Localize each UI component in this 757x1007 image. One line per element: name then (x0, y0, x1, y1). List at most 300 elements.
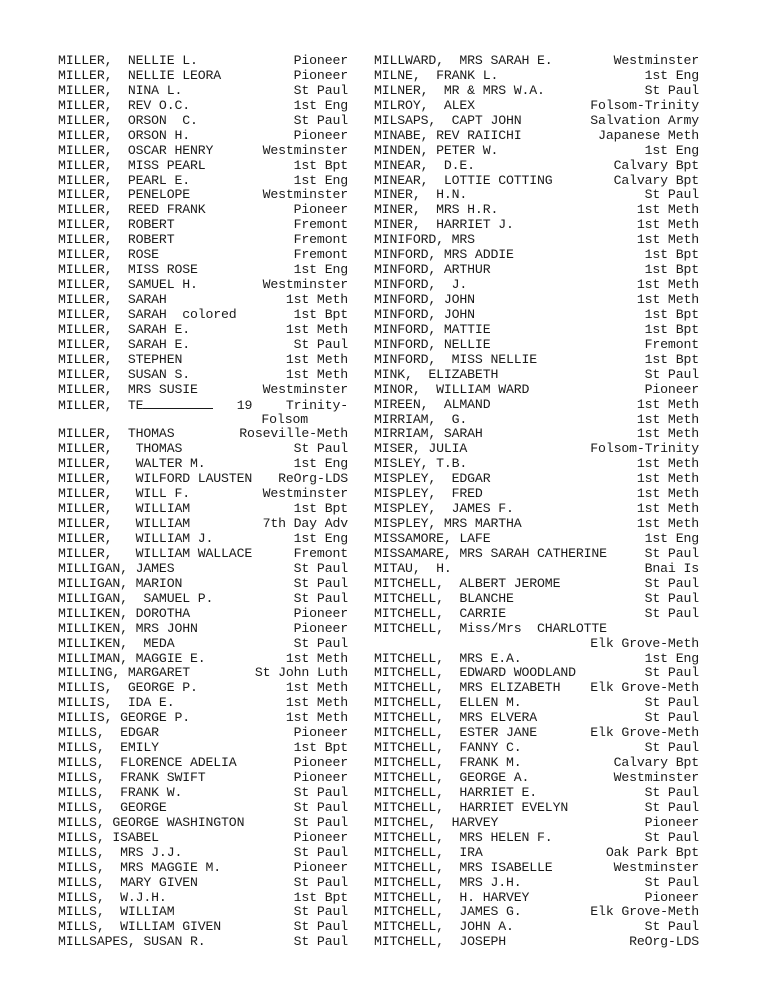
entry-name: MINFORD, J. (374, 277, 468, 293)
left-column (58, 54, 348, 950)
entry-name: MILLER, THOMAS (58, 441, 183, 457)
entry-name: MITCHELL, GEORGE A. (374, 770, 530, 785)
entry-name: MILLER, THOMAS (58, 426, 175, 442)
directory-entry (374, 457, 699, 472)
entry-name: MILLS, MARY GIVEN (58, 874, 198, 890)
entry-affiliation: 1st Meth (285, 292, 348, 307)
entry-affiliation: 1st Eng (644, 531, 699, 546)
entry-affiliation-continued (374, 637, 699, 652)
entry-name: MINFORD, JOHN (374, 306, 475, 322)
entry-affiliation: 1st Meth (636, 292, 699, 307)
entry-name: MILLER, SARAH (58, 292, 167, 307)
entry-affiliation: Bnai Is (644, 560, 699, 576)
entry-affiliation: St Paul (293, 82, 348, 98)
entry-name: MILLER, SUSAN S. (58, 366, 190, 382)
entry-name: MILLIKEN, MRS JOHN (58, 620, 198, 636)
entry-affiliation: 1st Bpt (293, 501, 348, 517)
directory-entry (374, 756, 699, 771)
entry-name: MITCHELL, H. HARVEY (374, 889, 530, 905)
entry-name: MITCHELL, MRS HELEN F. (374, 829, 553, 845)
entry-affiliation: Folsom-Trinity (590, 441, 699, 457)
entry-affiliation: 1st Meth (636, 426, 699, 442)
directory-entry (58, 263, 348, 278)
directory-entry (58, 891, 348, 906)
directory-entry (58, 876, 348, 891)
directory-entry (58, 547, 348, 562)
directory-entry (374, 562, 699, 577)
entry-affiliation: St Paul (644, 187, 699, 203)
entry-name: MILLS, ISABEL (58, 829, 159, 845)
entry-affiliation: 1st Eng (644, 67, 699, 83)
directory-entry (374, 502, 699, 517)
directory-entry (374, 816, 699, 831)
directory-entry (374, 592, 699, 607)
directory-entry (374, 577, 699, 592)
entry-affiliation: 1st Bpt (293, 157, 348, 173)
entry-name: MILLER, WALTER M. (58, 456, 206, 472)
entry-affiliation: St Paul (293, 904, 348, 920)
directory-entry (374, 159, 699, 174)
entry-affiliation: 1st Meth (285, 650, 348, 666)
entry-affiliation: St Paul (644, 590, 699, 606)
entry-name: MITCHELL, MRS ISABELLE (374, 859, 553, 875)
directory-entry (58, 398, 348, 413)
blank-line (143, 398, 213, 409)
directory-entry (374, 905, 699, 920)
entry-name: MILLIS, GEORGE P. (58, 710, 190, 726)
directory-entry (58, 308, 348, 323)
directory-entry (58, 622, 348, 637)
directory-entry (374, 338, 699, 353)
entry-affiliation: Elk Grove-Meth (590, 904, 699, 920)
entry-affiliation: St Paul (644, 919, 699, 935)
entry-name: MILLS, MRS J.J. (58, 844, 183, 860)
entry-affiliation: 1st Meth (636, 486, 699, 502)
entry-name: MITCHELL, ESTER JANE (374, 725, 538, 741)
entry-affiliation: Oak Park Bpt (605, 844, 699, 860)
entry-affiliation: 1st Meth (636, 411, 699, 427)
directory-entry (374, 786, 699, 801)
entry-affiliation-continued (58, 413, 348, 428)
entry-name: MILLSAPES, SUSAN R. (58, 934, 206, 950)
directory-entry (374, 487, 699, 502)
entry-name: MILLER, ROBERT (58, 217, 175, 233)
directory-entry (374, 547, 699, 562)
directory-entry (58, 786, 348, 801)
directory-entry (58, 726, 348, 741)
directory-entry (374, 935, 699, 950)
entry-affiliation: 1st Meth (636, 501, 699, 517)
entry-affiliation: Westminster (262, 486, 348, 502)
entry-name: MILLS, FLORENCE ADELIA (58, 755, 237, 771)
entry-name: MILLER, REV O.C. (58, 97, 190, 113)
entry-name: MILLWARD, MRS SARAH E. (374, 53, 553, 68)
entry-affiliation: Fremont (293, 247, 348, 263)
entry-affiliation: St Paul (293, 934, 348, 950)
entry-name: MITCHELL, BLANCHE (374, 590, 514, 606)
entry-name: MILLIGAN, SAMUEL P. (58, 590, 214, 606)
directory-entry (58, 114, 348, 129)
directory-entry (58, 457, 348, 472)
right-column (374, 54, 699, 950)
entry-name: MIRRIAM, G. (374, 411, 468, 427)
entry-affiliation: Westminster (262, 277, 348, 293)
directory-entry (374, 711, 699, 726)
entry-name: MINFORD, MRS ADDIE (374, 247, 514, 263)
entry-affiliation: Calvary Bpt (613, 172, 699, 188)
entry-affiliation: St Paul (644, 82, 699, 98)
directory-entry (374, 293, 699, 308)
entry-affiliation: St Paul (644, 784, 699, 800)
directory-entry (374, 442, 699, 457)
directory-entry (58, 144, 348, 159)
directory-entry (58, 652, 348, 667)
directory-entry (374, 801, 699, 816)
entry-affiliation: 1st Eng (293, 172, 348, 188)
directory-entry (374, 383, 699, 398)
entry-affiliation: St Paul (644, 710, 699, 726)
directory-entry (374, 652, 699, 667)
entry-name: MILLER, ROBERT (58, 232, 175, 248)
directory-entry (374, 278, 699, 293)
entry-affiliation: 1st Eng (293, 531, 348, 546)
entry-name-with-blank (58, 398, 252, 414)
entry-name: MILLER, NELLIE LEORA (58, 67, 222, 83)
entry-affiliation: Westminster (262, 381, 348, 397)
directory-entry (58, 472, 348, 487)
directory-entry (374, 174, 699, 189)
entry-affiliation: 1st Meth (636, 471, 699, 487)
entry-name: MILLS, WILLIAM GIVEN (58, 919, 222, 935)
directory-entry (374, 681, 699, 696)
entry-name: MITCHELL, MRS E.A. (374, 650, 522, 666)
directory-entry (58, 502, 348, 517)
entry-affiliation: 7th Day Adv (262, 516, 348, 532)
entry-name: MISPLEY, JAMES F. (374, 501, 514, 517)
directory-entry (58, 846, 348, 861)
entry-name: MILLER, SARAH E. (58, 321, 190, 337)
directory-entry (58, 637, 348, 652)
entry-affiliation: 1st Bpt (293, 740, 348, 756)
entry-name: MILLIS, IDA E. (58, 695, 175, 711)
entry-name: MILLER, WILLIAM (58, 516, 190, 532)
entry-name: MILLER, OSCAR HENRY (58, 142, 214, 158)
entry-name: MINK, ELIZABETH (374, 366, 499, 382)
directory-entry (374, 666, 699, 681)
entry-affiliation: ReOrg-LDS (278, 471, 348, 487)
directory-entry (58, 771, 348, 786)
entry-affiliation-line2: Folsom (261, 411, 308, 427)
entry-name: MILLER, REED FRANK (58, 202, 206, 218)
entry-affiliation: Japanese Meth (598, 127, 699, 143)
entry-affiliation: St Paul (293, 590, 348, 606)
directory-entry (374, 129, 699, 144)
entry-affiliation: Elk Grove-Meth (590, 725, 699, 741)
entry-name: MILLER, WILFORD LAUSTEN (58, 471, 253, 487)
entry-affiliation: St Paul (293, 560, 348, 576)
entry-name: MINOR, WILLIAM WARD (374, 381, 530, 397)
entry-name: MISSAMARE, MRS SARAH CATHERINE (374, 545, 607, 561)
directory-entry (58, 861, 348, 876)
directory-entry (58, 756, 348, 771)
directory-entry (58, 69, 348, 84)
entry-name: MILLER, WILLIAM (58, 501, 190, 517)
entry-affiliation: ReOrg-LDS (629, 934, 699, 950)
entry-name: MILNER, MR & MRS W.A. (374, 82, 545, 98)
directory-entry (374, 517, 699, 532)
entry-year: 19 (213, 397, 253, 413)
entry-affiliation: Pioneer (293, 605, 348, 621)
directory-entry (58, 293, 348, 308)
directory-entry (374, 218, 699, 233)
directory-entry (58, 218, 348, 233)
entry-name: MINFORD, JOHN (374, 292, 475, 307)
entry-affiliation: St Paul (293, 112, 348, 128)
entry-name: MILLIGAN, MARION (58, 575, 183, 591)
directory-entry (374, 741, 699, 756)
entry-name: MINFORD, NELLIE (374, 336, 491, 352)
directory-entry (374, 831, 699, 846)
entry-affiliation: Fremont (293, 545, 348, 561)
entry-name: MISLEY, T.B. (374, 456, 468, 472)
directory-entry (374, 398, 699, 413)
entry-affiliation: Westminster (262, 187, 348, 203)
entry-name: MILLER, WILLIAM J. (58, 531, 214, 546)
directory-entry (374, 69, 699, 84)
entry-affiliation: St Paul (644, 665, 699, 681)
entry-name: MILLER, WILL F. (58, 486, 190, 502)
directory-entry (374, 188, 699, 203)
directory-entry (374, 99, 699, 114)
entry-affiliation: Pioneer (293, 770, 348, 785)
entry-name: MILLER, STEPHEN (58, 351, 183, 367)
entry-affiliation: Pioneer (293, 829, 348, 845)
entry-name: MILLS, EMILY (58, 740, 159, 756)
directory-entry (374, 771, 699, 786)
entry-name: MILNE, FRANK L. (374, 67, 499, 83)
entry-name: MITCHELL, HARRIET EVELYN (374, 799, 569, 815)
directory-entry (58, 233, 348, 248)
entry-name: MINER, H.N. (374, 187, 468, 203)
entry-affiliation: 1st Meth (285, 366, 348, 382)
directory-entry (374, 203, 699, 218)
directory-entry (374, 308, 699, 323)
entry-affiliation: 1st Bpt (644, 247, 699, 263)
directory-entry (374, 263, 699, 278)
entry-affiliation: 1st Meth (285, 680, 348, 696)
entry-name: MISPLEY, FRED (374, 486, 483, 502)
entry-affiliation: 1st Meth (285, 710, 348, 726)
entry-affiliation: St Paul (644, 545, 699, 561)
entry-name: MILLIS, GEORGE P. (58, 680, 198, 696)
entry-affiliation: 1st Bpt (644, 321, 699, 337)
entry-affiliation: 1st Eng (293, 97, 348, 113)
entry-affiliation: Pioneer (293, 859, 348, 875)
entry-affiliation: 1st Bpt (644, 262, 699, 278)
entry-affiliation: Roseville-Meth (239, 426, 348, 442)
directory-entry (58, 159, 348, 174)
entry-affiliation: Pioneer (293, 127, 348, 143)
directory-entry (374, 607, 699, 622)
entry-affiliation: St Paul (293, 919, 348, 935)
entry-name: MILLIKEN, DOROTHA (58, 605, 190, 621)
entry-name: MITCHELL, ELLEN M. (374, 695, 522, 711)
entry-affiliation: Pioneer (293, 53, 348, 68)
directory-entry (58, 816, 348, 831)
entry-affiliation: 1st Meth (285, 695, 348, 711)
directory-entry (374, 920, 699, 935)
entry-name: MIREEN, ALMAND (374, 396, 491, 412)
entry-affiliation: Westminster (613, 53, 699, 68)
entry-name: MITCHELL, MRS ELVERA (374, 710, 538, 726)
entry-affiliation: St Paul (644, 740, 699, 756)
entry-affiliation: Pioneer (293, 620, 348, 636)
entry-name: MINFORD, MISS NELLIE (374, 351, 538, 367)
entry-affiliation: St Paul (644, 829, 699, 845)
entry-affiliation: St Paul (293, 814, 348, 830)
entry-affiliation: 1st Eng (644, 650, 699, 666)
directory-entry (374, 622, 699, 637)
entry-name: MITCHELL, EDWARD WOODLAND (374, 665, 576, 681)
directory-entry (374, 696, 699, 711)
entry-name: MILLER, ORSON C. (58, 112, 198, 128)
directory-entry (374, 427, 699, 442)
directory-entry (374, 323, 699, 338)
entry-name: MILLER, MISS PEARL (58, 157, 206, 173)
entry-affiliation: Westminster (262, 142, 348, 158)
entry-name: MITCHELL, IRA (374, 844, 483, 860)
directory-entry (374, 876, 699, 891)
entry-name: MILLS, W.J.H. (58, 889, 167, 905)
entry-affiliation: 1st Eng (293, 262, 348, 278)
directory-entry (374, 861, 699, 876)
entry-name: MILLER, TE (58, 397, 144, 413)
directory-entry (374, 353, 699, 368)
entry-affiliation: Salvation Army (590, 112, 699, 128)
directory-entry (58, 353, 348, 368)
entry-name: MILLER, MRS SUSIE (58, 381, 198, 397)
entry-name: MIRRIAM, SARAH (374, 426, 483, 442)
directory-entry (374, 726, 699, 741)
entry-affiliation: 1st Bpt (293, 889, 348, 905)
entry-name: MITCHELL, Miss/Mrs CHARLOTTE (374, 620, 607, 636)
entry-name: MITCHELL, MRS J.H. (374, 874, 522, 890)
directory-entry (58, 681, 348, 696)
directory-entry (374, 472, 699, 487)
entry-name: MITCHELL, FRANK M. (374, 755, 522, 771)
entry-affiliation: St Paul (644, 605, 699, 621)
directory-entry (58, 383, 348, 398)
entry-affiliation: Pioneer (644, 381, 699, 397)
directory-entry (58, 323, 348, 338)
entry-affiliation: 1st Meth (636, 456, 699, 472)
entry-affiliation: Fremont (293, 217, 348, 233)
entry-name: MILLER, PENELOPE (58, 187, 190, 203)
entry-name: MITCHELL, MRS ELIZABETH (374, 680, 561, 696)
entry-affiliation: St Paul (644, 799, 699, 815)
directory-entry (58, 920, 348, 935)
entry-affiliation: 1st Bpt (644, 306, 699, 322)
entry-affiliation: 1st Bpt (293, 306, 348, 322)
directory-entry (58, 338, 348, 353)
entry-name: MITCHELL, JAMES G. (374, 904, 522, 920)
entry-name: MITCHELL, JOHN A. (374, 919, 514, 935)
directory-entry (374, 233, 699, 248)
directory-entry (58, 711, 348, 726)
entry-affiliation: 1st Meth (636, 277, 699, 293)
entry-name: MISPLEY, MRS MARTHA (374, 516, 522, 532)
entry-name: MILLS, FRANK W. (58, 784, 183, 800)
entry-affiliation: St Paul (644, 695, 699, 711)
entry-name: MILLER, NELLIE L. (58, 53, 198, 68)
directory-entry (58, 368, 348, 383)
entry-affiliation: Elk Grove-Meth (590, 680, 699, 696)
entry-name: MINFORD, MATTIE (374, 321, 491, 337)
entry-affiliation: 1st Meth (636, 217, 699, 233)
entry-name: MINDEN, PETER W. (374, 142, 499, 158)
directory-entry (58, 562, 348, 577)
directory-entry (374, 532, 699, 547)
entry-affiliation: St Paul (293, 635, 348, 651)
entry-name: MITCHELL, CARRIE (374, 605, 506, 621)
entry-name: MINER, HARRIET J. (374, 217, 514, 233)
entry-affiliation: St Paul (644, 366, 699, 382)
directory-entry (58, 577, 348, 592)
entry-affiliation-line2: Elk Grove-Meth (590, 635, 699, 651)
directory-entry (58, 532, 348, 547)
entry-name: MISPLEY, EDGAR (374, 471, 491, 487)
directory-entry (58, 592, 348, 607)
entry-name: MITCHELL, FANNY C. (374, 740, 522, 756)
entry-name: MILLS, FRANK SWIFT (58, 770, 206, 785)
entry-affiliation: St Paul (293, 799, 348, 815)
entry-affiliation: St Paul (644, 575, 699, 591)
directory-entry (58, 741, 348, 756)
entry-name: MILLER, MISS ROSE (58, 262, 198, 278)
entry-name: MISSAMORE, LAFE (374, 531, 491, 546)
entry-affiliation: Trinity- (285, 397, 348, 413)
directory-entry (58, 517, 348, 532)
entry-name: MILSAPS, CAPT JOHN (374, 112, 522, 128)
entry-name: MILLER, NINA L. (58, 82, 183, 98)
entry-affiliation: Westminster (613, 859, 699, 875)
directory-entry (374, 84, 699, 99)
directory-entry (58, 666, 348, 681)
entry-name: MILLS, GEORGE WASHINGTON (58, 814, 245, 830)
entry-affiliation: Pioneer (644, 814, 699, 830)
directory-entry (58, 248, 348, 263)
directory-entry (374, 114, 699, 129)
directory-entry (58, 487, 348, 502)
directory-entry (58, 203, 348, 218)
directory-entry (374, 248, 699, 263)
entry-name: MILLER, SARAH E. (58, 336, 190, 352)
entry-affiliation: 1st Meth (636, 202, 699, 218)
directory-entry (58, 54, 348, 69)
entry-affiliation: St John Luth (254, 665, 348, 681)
entry-name: MINFORD, ARTHUR (374, 262, 491, 278)
directory-entry (58, 99, 348, 114)
entry-affiliation: Pioneer (293, 725, 348, 741)
entry-name: MILLS, EDGAR (58, 725, 159, 741)
directory-entry (58, 607, 348, 622)
entry-affiliation: Fremont (293, 232, 348, 248)
entry-affiliation: 1st Meth (636, 396, 699, 412)
directory-entry (58, 174, 348, 189)
entry-affiliation: Westminster (613, 770, 699, 785)
entry-name: MILLER, ROSE (58, 247, 159, 263)
entry-name: MITAU, H. (374, 560, 452, 576)
